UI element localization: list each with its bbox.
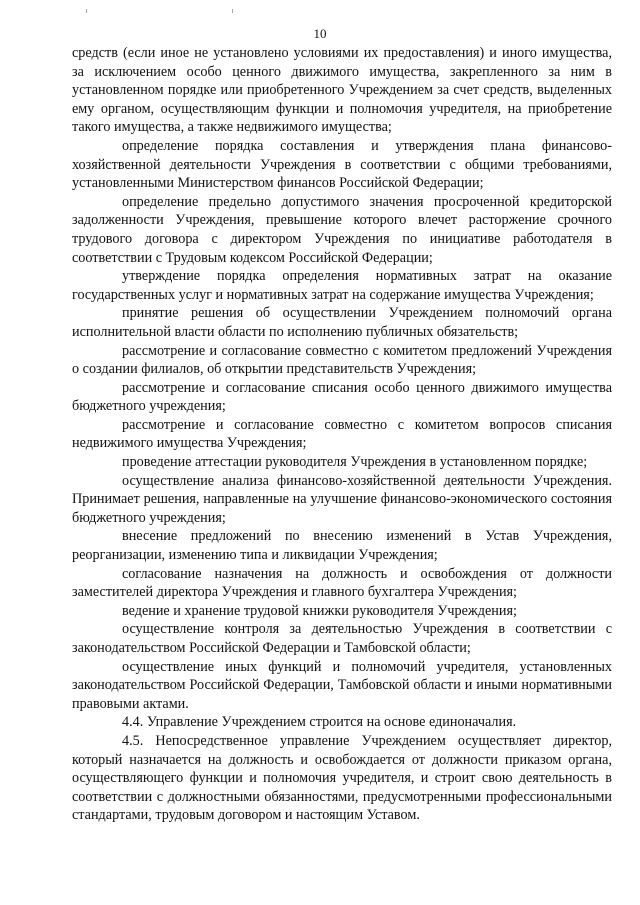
paragraph: 4.5. Непосредственное управление Учреждением осуществляет директор, который назначается на должность и освобождается от должности приказом органа, осуществляющего функции и полномочия учредителя, и строит свою деятельность в соответствии с должностными обязанностями, предусмотренными профессиональными стандартами, трудовым договором и настоящим Уставом. (72, 732, 612, 824)
paragraph: осуществление анализа финансово-хозяйственной деятельности Учреждения. Принимает решения, направленные на улучшение финансово-экономического состояния бюджетного учреждения; (72, 472, 612, 526)
paragraph: рассмотрение и согласование списания особо ценного движимого имущества бюджетного учреждения; (72, 379, 612, 415)
paragraph: осуществление контроля за деятельностью Учреждения в соответствии с законодательством Российской Федерации и Тамбовской области; (72, 621, 612, 656)
paragraph: средств (если иное не установлено условиями их предоставления) и иного имущества, за исключением особо ценного движимого имущества, закрепленного за ним в установленном порядке или приобретенного Учреждением за счет средств, выделенных ему органом, осуществляющим функции и полномочия учредителя, на приобретение такого имущества, а также недвижимого имущества; (72, 45, 612, 136)
document-body (72, 44, 612, 825)
paragraph: проведение аттестации руководителя Учреждения в установленном порядке; (122, 454, 588, 471)
paragraph: рассмотрение и согласование совместно с комитетом предложений Учреждения о создании филиалов, об открытии представительств Учреждения; (72, 342, 612, 378)
paragraph: 4.4. Управление Учреждением строится на основе единоначалия. (122, 714, 517, 731)
paragraph: утверждение порядка определения нормативных затрат на оказание государственных услуг и нормативных затрат на содержание имущества Учреждения; (72, 268, 612, 303)
paragraph: ведение и хранение трудовой книжки руководителя Учреждения; (122, 602, 517, 619)
paragraph: определение порядка составления и утверждения плана финансово-хозяйственной деятельности Учреждения в соответствии с общими требованиями, установленными Министерством финансов Российской Федерации; (72, 137, 612, 192)
paragraph: принятие решения об осуществлении Учреждением полномочий органа исполнительной власти области по исполнению публичных обязательств; (72, 305, 612, 340)
scan-mark (86, 9, 87, 13)
page-number: 10 (313, 26, 327, 41)
paragraph: рассмотрение и согласование совместно с комитетом вопросов списания недвижимого имущества Учреждения; (72, 416, 612, 452)
scan-mark (232, 9, 233, 13)
paragraph: согласование назначения на должность и освобождения от должности заместителей директора Учреждения и главного бухгалтера Учреждения; (72, 565, 612, 601)
paragraph: внесение предложений по внесению изменений в Устав Учреждения, реорганизации, изменению типа и ликвидации Учреждения; (72, 528, 612, 564)
paragraph: осуществление иных функций и полномочий учредителя, установленных законодательством Российской Федерации, Тамбовской области и иными нормативными правовыми актами. (72, 658, 612, 712)
paragraph: определение предельно допустимого значения просроченной кредиторской задолженности Учреждения, превышение которого влечет расторжение срочного трудового договора с директором Учреждения по инициативе работодателя в соответствии с Трудовым кодексом Российской Федерации; (72, 193, 612, 266)
